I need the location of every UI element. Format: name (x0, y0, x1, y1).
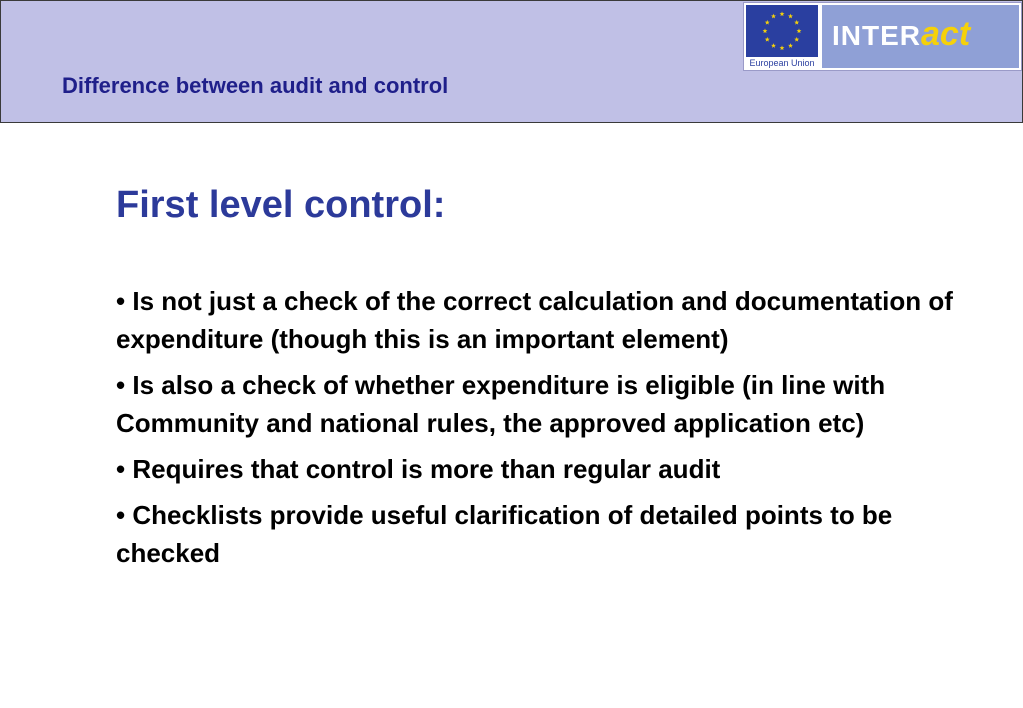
eu-star-icon (765, 37, 770, 42)
bullet-marker: • (116, 454, 126, 484)
bullet-marker: • (116, 370, 126, 400)
bullet-text: Requires that control is more than regular audit (132, 454, 721, 484)
eu-logo (746, 5, 818, 69)
header-title: Difference between audit and control (62, 73, 449, 98)
bullet-item (116, 450, 996, 488)
bullet-text: Is also a check of whether expenditure is eligible (in line with Community and national rules, the approved application etc) (116, 370, 886, 438)
bullet-item (116, 366, 996, 442)
interact-wordmark (832, 17, 970, 51)
header-bar (0, 0, 1023, 123)
interact-logo (822, 5, 1019, 68)
eu-label: European Union (749, 58, 815, 68)
interact-wordmark-suffix: act (921, 15, 971, 53)
logo-group (743, 2, 1022, 71)
interact-wordmark-prefix: INTER (832, 20, 921, 51)
slide-heading: First level control: (116, 184, 446, 226)
eu-star-icon (780, 45, 785, 50)
eu-star-icon (765, 20, 770, 25)
eu-star-icon (797, 28, 802, 33)
eu-star-icon (788, 14, 793, 19)
bullet-item (116, 282, 996, 358)
eu-star-icon (771, 14, 776, 19)
eu-star-icon (780, 11, 785, 16)
bullet-marker: • (116, 500, 126, 530)
bullet-marker: • (116, 286, 126, 316)
eu-star-icon (794, 20, 799, 25)
eu-star-icon (771, 43, 776, 48)
eu-star-icon (788, 43, 793, 48)
eu-stars-icon (746, 5, 818, 57)
bullet-text: Checklists provide useful clarification of detailed points to be checked (116, 500, 893, 568)
eu-flag-icon (746, 5, 818, 57)
bullet-list (116, 282, 996, 580)
eu-star-icon (763, 28, 768, 33)
bullet-item (116, 496, 996, 572)
eu-star-icon (794, 37, 799, 42)
bullet-text: Is not just a check of the correct calculation and documentation of expenditure (though this is an important element) (116, 286, 953, 354)
